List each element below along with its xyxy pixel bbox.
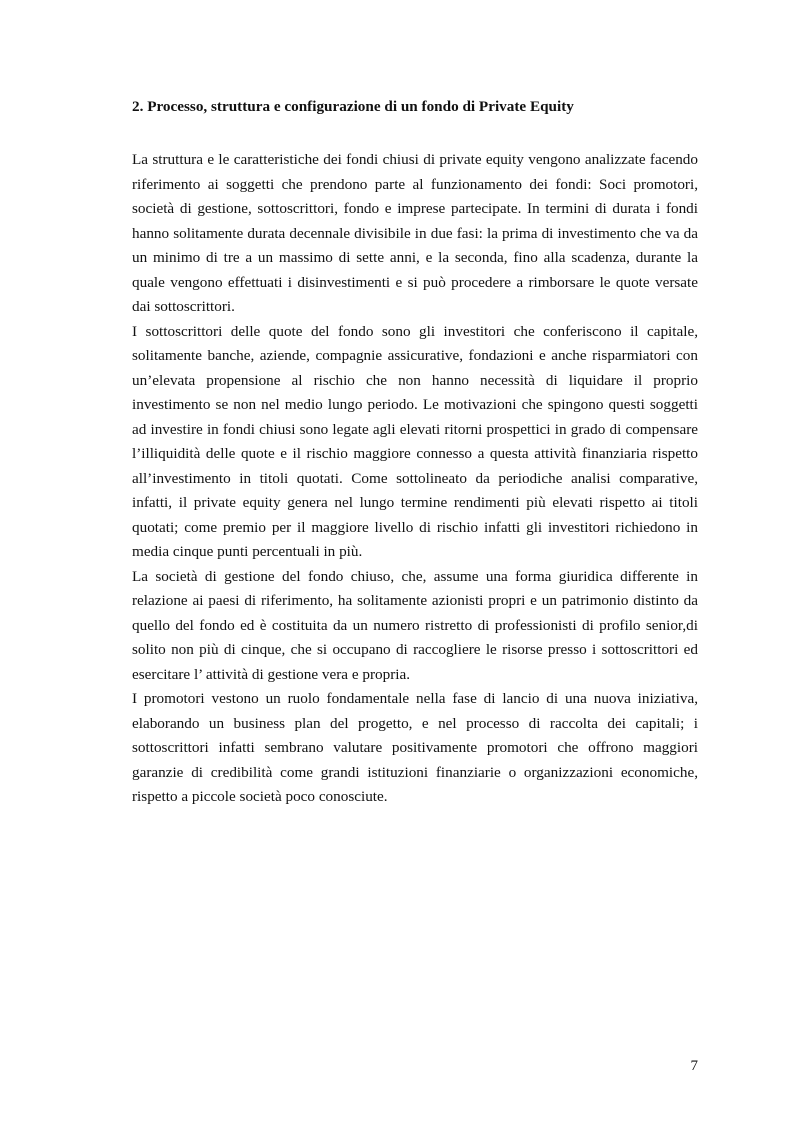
paragraph-fund-structure: La struttura e le caratteristiche dei fondi chiusi di private equity vengono analizzate facendo riferimento ai soggetti che prendono parte al funzionamento dei fondi: Soci promotori, società di gestione, sottoscrittori, fondo e imprese partecipate. In termini di durata i fondi hanno solitamente durata decennale divisibile in due fasi: la prima di investimento che va da un minimo di tre a un massimo di sette anni, e la seconda, fino alla scadenza, durante la quale vengono effettuati i disinvestimenti e si può procedere a rimborsare le quote versate dai sottoscrittori. xyxy=(132,151,698,315)
page-number: 7 xyxy=(690,1058,698,1074)
paragraph-promoters: I promotori vestono un ruolo fondamentale nella fase di lancio di una nuova iniziativa, elaborando un business plan del progetto, e nel processo di raccolta dei capitali; i sottoscrittori infatti sembrano valutare positivamente promotori che offrono maggiori garanzie di credibilità come grandi istituzioni finanziarie o organizzazioni economiche, rispetto a piccole società poco conosciute. xyxy=(132,690,698,805)
paragraph-subscribers: I sottoscrittori delle quote del fondo sono gli investitori che conferiscono il capitale, solitamente banche, aziende, compagnie assicurative, fondazioni e anche risparmiatori con un’elevata propensione al rischio che non hanno necessità di liquidare il proprio investimento se non nel medio lungo periodo. Le motivazioni che spingono questi soggetti ad investire in fondi chiusi sono legate agli elevati ritorni prospettici in grado di compensare l’illiquidità delle quote e il rischio maggiore connesso a questa attività finanziaria rispetto all’investimento in titoli quotati. Come sottolineato da periodiche analisi comparative, infatti, il private equity genera nel lungo termine rendimenti più elevati rispetto ai titoli quotati; come premio per il maggiore livello di rischio infatti gli investitori richiedono in media cinque punti percentuali in più. xyxy=(132,322,698,560)
body-text xyxy=(132,148,698,810)
paragraph-management-company: La società di gestione del fondo chiuso, che, assume una forma giuridica differente in relazione ai paesi di riferimento, ha solitamente azionisti propri e un patrimonio distinto da quello del fondo ed è costituita da un numero ristretto di professionisti di profilo senior,di solito non più di cinque, che si occupano di raccogliere le risorse presso i sottoscrittori ed esercitare l’ attività di gestione vera e propria. xyxy=(132,567,698,683)
section-heading: 2. Processo, struttura e configurazione di un fondo di Private Equity xyxy=(132,98,574,115)
